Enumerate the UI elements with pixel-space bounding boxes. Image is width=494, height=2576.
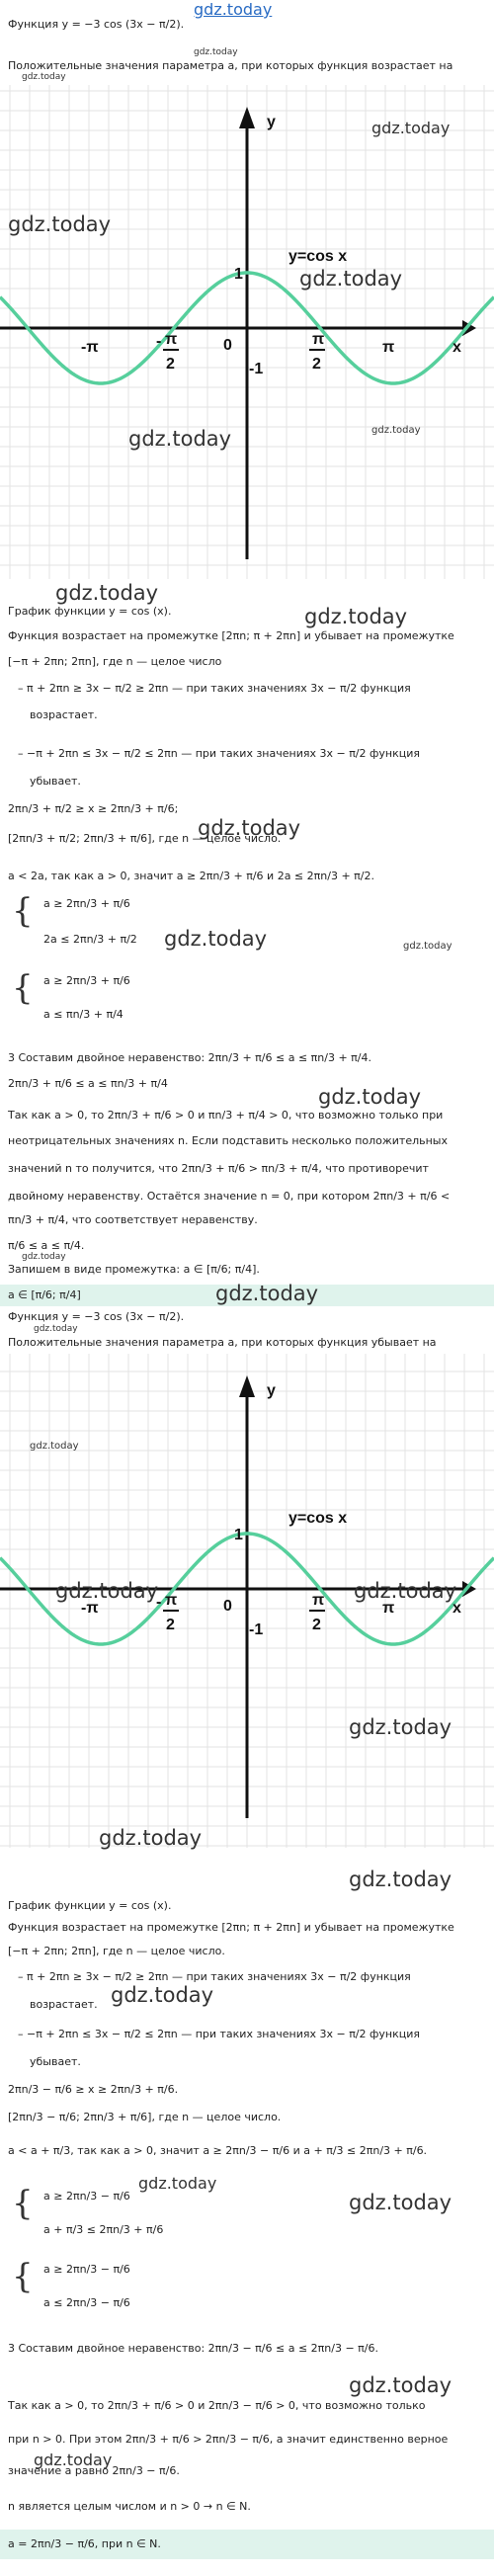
cosine-graph xyxy=(0,85,494,599)
pi-label: π xyxy=(382,339,395,356)
solution-line: a < a + π/3, так как a > 0, значит a ≥ 2πn/3 − π/6 и a + π/3 ≤ 2πn/3 + π/6. xyxy=(8,2144,428,2157)
solution-line: двойному неравенству. Остаётся значение n = 0, при котором 2πn/3 + π/6 < xyxy=(8,1190,451,1203)
watermark: gdz.today xyxy=(403,941,453,952)
minus-pi-label: -π xyxy=(81,1600,99,1617)
x-axis-label: x xyxy=(453,1600,461,1617)
answer-line: a ∈ [π/6; π/4] xyxy=(0,1285,494,1306)
system-line: a ≥ 2πn/3 − π/6 xyxy=(43,2263,130,2276)
system-brace: { xyxy=(12,891,34,931)
watermark: gdz.today xyxy=(99,1826,203,1850)
watermark: gdz.today xyxy=(349,2373,453,2397)
watermark: gdz.today xyxy=(34,1324,78,1334)
cosine-graph-2 xyxy=(0,1354,494,1868)
neg-half-pi-num: π xyxy=(165,331,178,348)
system-line: a ≤ πn/3 + π/4 xyxy=(43,1008,124,1021)
solution-line: Так как a > 0, то 2πn/3 + π/6 > 0 и πn/3 + π/4 > 0, что возможно только при xyxy=(8,1109,444,1122)
solution-line: [−π + 2πn; 2πn], где n — целое число xyxy=(8,655,222,668)
solution-line: πn/3 + π/4, что соответствует неравенству. xyxy=(8,1213,258,1226)
watermark: gdz.today xyxy=(30,1441,79,1452)
solution-line: π/6 ≤ a ≤ π/4. xyxy=(8,1239,85,1252)
neg-half-pi-num: π xyxy=(165,1592,178,1609)
solution-line: Так как a > 0, то 2πn/3 + π/6 > 0 и 2πn/3 − π/6 > 0, что возможно только xyxy=(8,2399,426,2412)
question-text: Положительные значения параметра a, при которых функция возрастает на xyxy=(8,59,453,72)
watermark: gdz.today xyxy=(22,1252,66,1262)
solution-line: значений n то получится, что 2πn/3 + π/6 > πn/3 + π/4, что противоречит xyxy=(8,1162,429,1175)
watermark: gdz.today xyxy=(55,581,159,605)
neg-half-pi-den: 2 xyxy=(166,356,175,373)
system-line: a + π/3 ≤ 2πn/3 + π/6 xyxy=(43,2223,164,2236)
watermark: gdz.today xyxy=(111,1983,214,2007)
solution-line: возрастает. xyxy=(30,1998,98,2011)
solution-line: 2πn/3 − π/6 ≥ x ≥ 2πn/3 + π/6. xyxy=(8,2083,179,2096)
solution-line: Функция возрастает на промежутке [2πn; π + 2πn] и убывает на промежутке xyxy=(8,1921,454,1934)
one-label: 1 xyxy=(234,266,243,283)
curve-label: y=cos x xyxy=(288,1510,348,1527)
neg-half-pi-sign: - xyxy=(156,333,162,350)
watermark: gdz.today xyxy=(194,0,273,19)
solution-line: График функции y = cos (x). xyxy=(8,605,172,618)
solution-line: График функции y = cos (x). xyxy=(8,1899,172,1912)
solution-line: 3 Составим двойное неравенство: 2πn/3 − π/6 ≤ a ≤ 2πn/3 − π/6. xyxy=(8,2342,379,2355)
solution-line: n является целым числом и n > 0 → n ∈ N. xyxy=(8,2500,251,2513)
watermark: gdz.today xyxy=(349,1715,453,1739)
watermark: gdz.today xyxy=(349,2191,453,2214)
watermark: gdz.today xyxy=(194,47,238,57)
system-brace: { xyxy=(12,2184,34,2223)
question-text: Положительные значения параметра a, при которых функция убывает на xyxy=(8,1336,437,1349)
watermark: gdz.today xyxy=(304,605,408,628)
solution-line: 2πn/3 + π/2 ≥ x ≥ 2πn/3 + π/6; xyxy=(8,802,179,815)
solution-line: – −π + 2πn ≤ 3x − π/2 ≤ 2πn — при таких значениях 3x − π/2 функция xyxy=(18,747,421,760)
minus-one-label: -1 xyxy=(249,361,264,377)
system-line: a ≥ 2πn/3 + π/6 xyxy=(43,897,130,910)
system-line: 2a ≤ 2πn/3 + π/2 xyxy=(43,933,137,946)
minus-pi-label: -π xyxy=(81,339,99,356)
answer-line: a = 2πn/3 − π/6, при n ∈ N. xyxy=(0,2530,494,2559)
watermark: gdz.today xyxy=(354,1579,457,1603)
solution-line: [−π + 2πn; 2πn], где n — целое число. xyxy=(8,1945,225,1957)
x-axis-label: x xyxy=(453,339,461,356)
pi-label: π xyxy=(382,1600,395,1617)
neg-half-pi-sign: - xyxy=(156,1594,162,1611)
watermark: gdz.today xyxy=(8,212,112,236)
watermark: gdz.today xyxy=(371,425,421,436)
half-pi-den: 2 xyxy=(312,1617,321,1633)
half-pi-num: π xyxy=(312,1592,325,1609)
y-axis-label: y xyxy=(267,114,276,130)
watermark: gdz.today xyxy=(215,1282,319,1305)
solution-line: убывает. xyxy=(30,2055,81,2068)
solution-line: убывает. xyxy=(30,775,81,788)
watermark: gdz.today xyxy=(371,119,451,137)
watermark: gdz.today xyxy=(164,927,268,951)
solution-line: возрастает. xyxy=(30,708,98,721)
system-line: a ≤ 2πn/3 − π/6 xyxy=(43,2296,130,2309)
watermark: gdz.today xyxy=(34,2451,113,2469)
solution-line: [2πn/3 + π/2; 2πn/3 + π/6], где n — целое число. xyxy=(8,832,282,845)
half-pi-den: 2 xyxy=(312,356,321,373)
solution-line: [2πn/3 − π/6; 2πn/3 + π/6], где n — целое число. xyxy=(8,2111,282,2123)
system-line: a ≥ 2πn/3 − π/6 xyxy=(43,2190,130,2202)
solution-line: – −π + 2πn ≤ 3x − π/2 ≤ 2πn — при таких значениях 3x − π/2 функция xyxy=(18,2028,421,2040)
watermark: gdz.today xyxy=(138,2174,217,2193)
solution-line: неотрицательных значениях n. Если подставить несколько положительных xyxy=(8,1134,449,1147)
watermark: gdz.today xyxy=(55,1579,159,1603)
watermark: gdz.today xyxy=(318,1085,422,1109)
function-statement: Функция y = −3 cos (3x − π/2). xyxy=(8,1310,185,1323)
solution-line: – π + 2πn ≥ 3x − π/2 ≥ 2πn — при таких значениях 3x − π/2 функция xyxy=(18,1970,411,1983)
solution-line: значение a равно 2πn/3 − π/6. xyxy=(8,2464,180,2477)
watermark: gdz.today xyxy=(198,816,301,840)
y-axis-arrow xyxy=(239,1375,255,1397)
watermark: gdz.today xyxy=(349,1868,453,1891)
system-brace: { xyxy=(12,2257,34,2296)
curve-label: y=cos x xyxy=(288,248,348,265)
solution-line: Функция возрастает на промежутке [2πn; π + 2πn] и убывает на промежутке xyxy=(8,629,454,642)
system-line: a ≥ 2πn/3 + π/6 xyxy=(43,974,130,987)
watermark: gdz.today xyxy=(128,427,232,451)
solution-line: – π + 2πn ≥ 3x − π/2 ≥ 2πn — при таких значениях 3x − π/2 функция xyxy=(18,682,411,695)
half-pi-num: π xyxy=(312,331,325,348)
solution-line: при n > 0. При этом 2πn/3 + π/6 > 2πn/3 − π/6, а значит единственно верное xyxy=(8,2433,449,2446)
one-label: 1 xyxy=(234,1527,243,1543)
y-axis-arrow xyxy=(239,107,255,128)
watermark: gdz.today xyxy=(299,267,403,291)
neg-half-pi-den: 2 xyxy=(166,1617,175,1633)
solution-line: 2πn/3 + π/6 ≤ a ≤ πn/3 + π/4 xyxy=(8,1077,168,1090)
solution-line: a < 2a, так как a > 0, значит a ≥ 2πn/3 + π/6 и 2a ≤ 2πn/3 + π/2. xyxy=(8,870,374,882)
solution-line: Запишем в виде промежутка: a ∈ [π/6; π/4]. xyxy=(8,1263,260,1276)
y-axis-label: y xyxy=(267,1382,276,1399)
function-statement: Функция y = −3 cos (3x − π/2). xyxy=(8,18,185,31)
minus-one-label: -1 xyxy=(249,1621,264,1638)
origin-label: 0 xyxy=(223,1598,232,1615)
system-brace: { xyxy=(12,968,34,1008)
watermark: gdz.today xyxy=(22,72,66,82)
solution-line: 3 Составим двойное неравенство: 2πn/3 + π/6 ≤ a ≤ πn/3 + π/4. xyxy=(8,1051,372,1064)
origin-label: 0 xyxy=(223,337,232,354)
